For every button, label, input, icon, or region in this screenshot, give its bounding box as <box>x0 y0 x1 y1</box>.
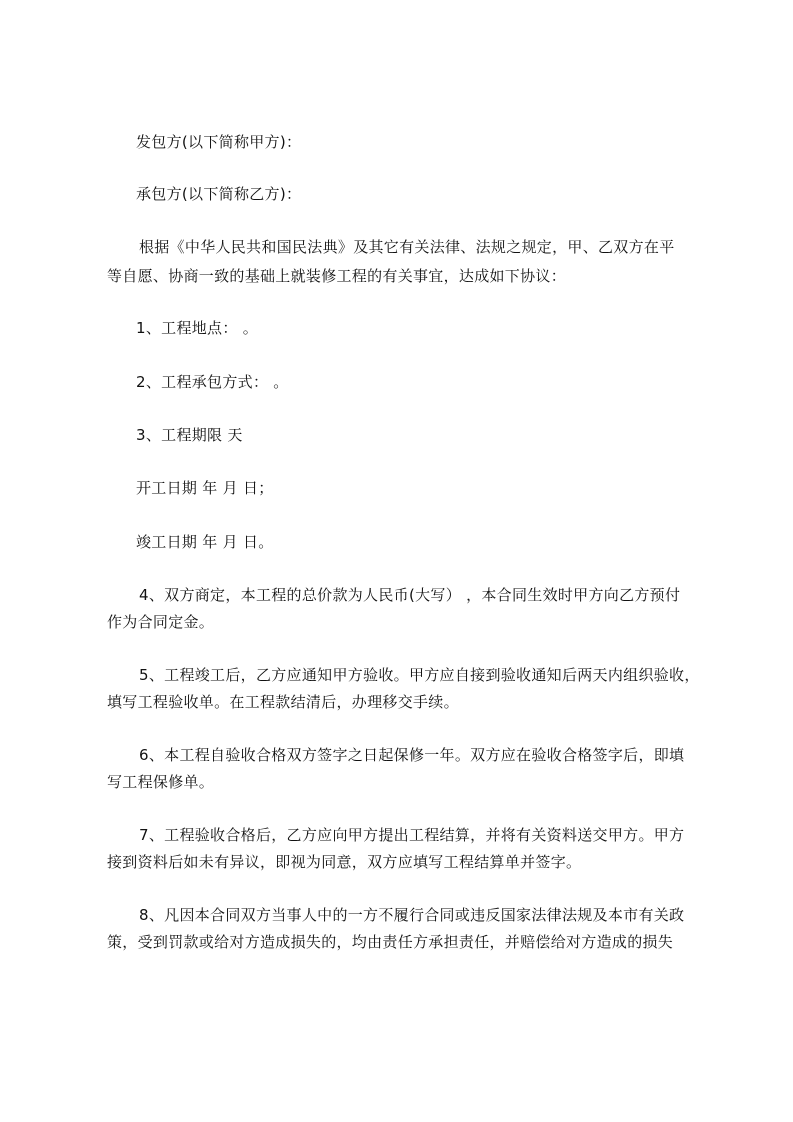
party-b-line: 承包方(以下简称乙方)： <box>136 185 302 203</box>
item-4-line-1: 4、双方商定，本工程的总价款为人民币(大写） ，本合同生效时甲方向乙方预付 <box>139 586 681 604</box>
item-8-line-1: 8、凡因本合同双方当事人中的一方不履行合同或违反国家法律法规及本市有关政 <box>139 906 685 924</box>
item-6-line-2: 写工程保修单。 <box>107 773 215 791</box>
preamble-line-1: 根据《中华人民共和国民法典》及其它有关法律、法规之规定，甲、乙双方在平 <box>139 238 675 256</box>
item-3-line: 3、工程期限 天 <box>136 426 243 444</box>
item-6-line-1: 6、本工程自验收合格双方签字之日起保修一年。双方应在验收合格签字后，即填 <box>139 746 685 764</box>
party-a-line: 发包方(以下简称甲方)： <box>136 133 302 151</box>
end-date-line: 竣工日期 年 月 日。 <box>136 533 274 551</box>
item-2-line: 2、工程承包方式： 。 <box>136 373 289 391</box>
start-date-line: 开工日期 年 月 日； <box>136 479 274 497</box>
item-5-line-1: 5、工程竣工后，乙方应通知甲方验收。甲方应自接到验收通知后两天内组织验收， <box>139 666 700 684</box>
item-1-line: 1、工程地点： 。 <box>136 319 259 337</box>
preamble-line-2: 等自愿、协商一致的基础上就装修工程的有关事宜，达成如下协议： <box>107 267 567 285</box>
item-5-line-2: 填写工程验收单。在工程款结清后，办理移交手续。 <box>107 693 459 711</box>
item-8-line-2: 策，受到罚款或给对方造成损失的，均由责任方承担责任，并赔偿给对方造成的损失 <box>107 933 674 951</box>
item-7-line-1: 7、工程验收合格后，乙方应向甲方提出工程结算，并将有关资料送交甲方。甲方 <box>139 826 685 844</box>
item-4-line-2: 作为合同定金。 <box>107 613 215 631</box>
item-7-line-2: 接到资料后如未有异议，即视为同意，双方应填写工程结算单并签字。 <box>107 853 582 871</box>
